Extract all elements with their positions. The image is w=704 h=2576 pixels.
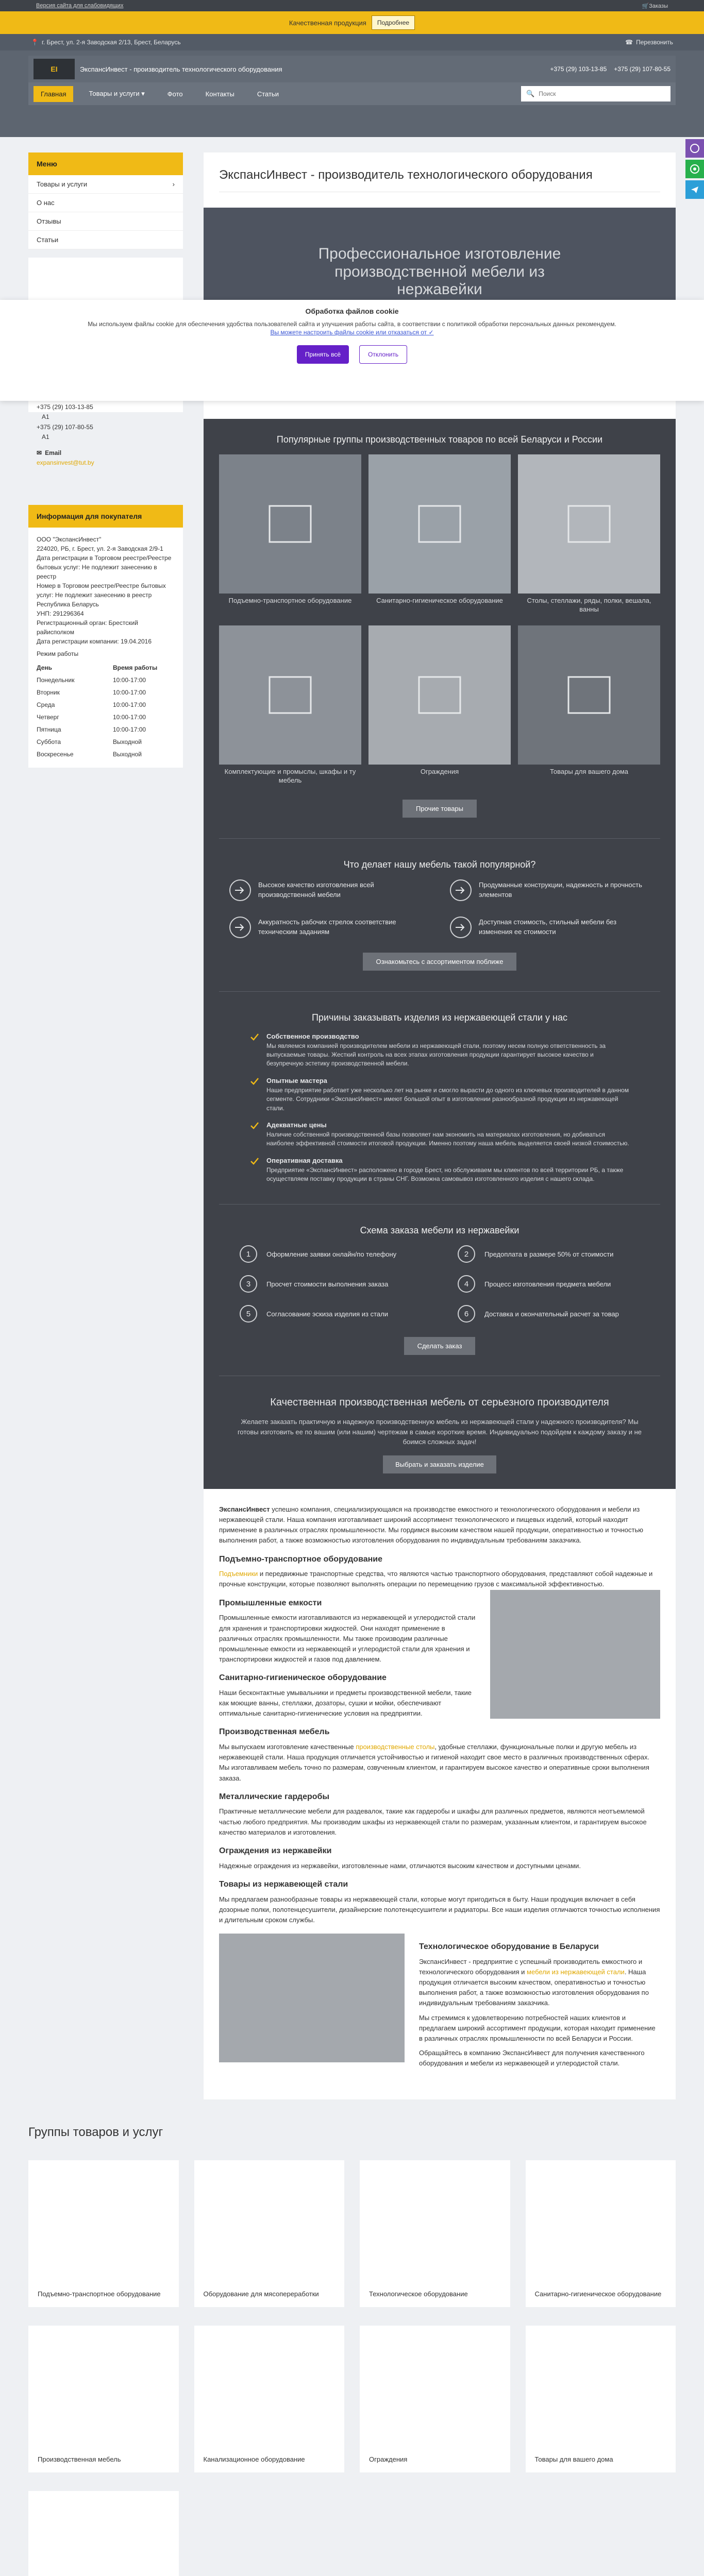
reg-date: Дата регистрации компании: 19.04.2016	[37, 638, 152, 645]
group-image	[535, 2335, 667, 2455]
check-icon	[250, 1032, 259, 1069]
topbar	[0, 0, 704, 11]
product-card[interactable]	[518, 625, 660, 785]
assortment-button[interactable]: Ознакомьтесь с ассортиментом поближе	[363, 953, 517, 971]
cookie-title: Обработка файлов cookie	[305, 307, 399, 315]
techno-text-4: Обращайтесь в компанию ЭкспансИнвест для получения качественного оборудования и мебели из нержавеющей и углеродистой стали.	[419, 2048, 645, 2067]
product-card[interactable]	[518, 454, 660, 614]
reason-body	[266, 1121, 629, 1148]
why-title: Причины заказывать изделия из нержавеющей стали у нас	[311, 1012, 567, 1023]
home-goods-text: Мы предлагаем разнообразные товары из нержавеющей стали, которые могут пригодиться в быту. Наши продукция включает в себя дозорные полки, полотенцесушители, дизайнерские полотенцесушители и радиаторы. Все наши изделия отличаются точностью исполнения и длительным сроком службы.	[219, 1895, 660, 1924]
step-number: 1	[240, 1245, 257, 1263]
feature-item	[450, 879, 650, 901]
feature-text: Высокое качество изготовления всей производственной мебели	[258, 881, 374, 899]
pin-icon: 📍	[31, 39, 39, 46]
hours-time: 10:00-17:00	[113, 676, 146, 684]
cta-title: Качественная производственная мебель от серьезного производителя	[270, 1397, 609, 1409]
step-text: Согласование эскиза изделия из стали	[266, 1310, 388, 1318]
group-name: Санитарно-гигиеническое оборудование	[534, 2290, 662, 2298]
sidebar-menu-title: Меню	[28, 152, 183, 175]
hours-row	[37, 748, 175, 760]
group-name: Канализационное оборудование	[203, 2455, 305, 2464]
product-caption: Санитарно-гигиеническое оборудование	[376, 597, 503, 604]
reason-title: Опытные мастера	[266, 1076, 327, 1084]
step-number: 2	[458, 1245, 475, 1263]
step-text: Оформление заявки онлайн/по телефону	[266, 1250, 397, 1258]
group-card[interactable]	[28, 2491, 179, 2576]
page-title: ЭкспансИнвест - производитель технологического оборудования	[219, 168, 660, 192]
search-icon[interactable]: 🔍	[526, 90, 535, 97]
product-caption: Комплектующие и промыслы, шкафы и ту мебель	[224, 767, 356, 784]
group-image	[535, 2170, 667, 2290]
header-address: 📍 г. Брест, ул. 2-я Заводская 2/13, Брест, Беларусь	[31, 39, 181, 46]
hours-row	[37, 723, 175, 736]
promo-text: Качественная продукция	[289, 19, 366, 27]
sanit-heading: Санитарно-гигиеническое оборудование	[219, 1673, 387, 1683]
search-box	[521, 86, 671, 101]
tanks-heading: Промышленные емкости	[219, 1598, 322, 1607]
sidebar-item-reviews[interactable]: Отзывы	[28, 212, 183, 231]
main-nav	[28, 82, 676, 105]
group-image	[204, 2335, 336, 2455]
check-icon	[250, 1157, 259, 1184]
lift-heading: Подъемно-транспортное оборудование	[219, 1554, 382, 1564]
cookie-decline-button[interactable]: Отклонить	[359, 345, 407, 364]
hours-day: Суббота	[37, 738, 61, 745]
group-card[interactable]	[526, 2326, 676, 2472]
techno-text-2: . Наша продукция отличается высоким качеством, оперативностью и точностью выполнения работ, а также возможностью изготовления оборудования по индивидуальным требованиям заказчика.	[419, 1968, 649, 2007]
logo[interactable]: EI	[33, 59, 75, 79]
wardrobes-heading: Металлические гардеробы	[219, 1792, 330, 1801]
hours-time: 10:00-17:00	[113, 701, 146, 708]
group-image	[38, 2335, 170, 2455]
groups-grid	[28, 2160, 676, 2576]
hours-col-day: День	[37, 664, 52, 671]
product-image	[219, 454, 361, 594]
group-card[interactable]	[194, 2326, 345, 2472]
product-image	[368, 454, 511, 594]
order-step	[458, 1275, 640, 1293]
group-card[interactable]	[526, 2160, 676, 2307]
phone-icon: ☎	[625, 39, 633, 46]
product-caption: Товары для вашего дома	[549, 767, 629, 775]
hours-day: Понедельник	[37, 676, 75, 684]
reason-item	[250, 1157, 629, 1184]
about-lead: ЭкспансИнвест	[219, 1505, 270, 1513]
nav-goods[interactable]: Товары и услуги ▾	[89, 90, 145, 97]
furniture-text-2: , удобные стеллажи, функциональные полки и другую мебель из нержавеющей стали. Наша продукция отличается устойчивостью и гигиеной находит свое место в различных производственных сферах. Мы изготавливаем мебель точно по размерам, озвученным клиентом, и гарантируем высокое качество и оперативные сроки выполнения заказа.	[219, 1743, 650, 1782]
reason-title: Собственное производство	[266, 1032, 359, 1040]
furniture-heading: Производственная мебель	[219, 1727, 330, 1737]
divider	[219, 991, 660, 992]
sidebar-item-articles[interactable]: Статьи	[28, 231, 183, 249]
feature-item	[229, 879, 429, 901]
order-button[interactable]: Сделать заказ	[404, 1337, 476, 1355]
reason-body	[266, 1157, 629, 1184]
product-image	[518, 454, 660, 594]
mail-icon: ✉	[37, 449, 42, 456]
group-card[interactable]	[360, 2160, 510, 2307]
seo-text	[219, 1489, 660, 2084]
hours-time: Выходной	[113, 738, 142, 745]
sidebar-email[interactable]: expansinvest@tut.by	[37, 459, 94, 467]
product-card[interactable]	[219, 625, 361, 785]
group-name: Товары для вашего дома	[534, 2455, 613, 2464]
sidebar-phone-1-operator: A1	[42, 413, 49, 421]
viber-icon[interactable]	[685, 139, 704, 158]
hours-day: Среда	[37, 701, 55, 708]
chevron-down-icon: ▾	[141, 90, 145, 97]
order-step	[240, 1245, 422, 1263]
divider	[219, 838, 660, 839]
lift-text: и передвижные транспортные средства, что являются частью транспортного оборудования, представляют собой надежные и прочные конструкции, которые позволяют выполнять операции по перемещению грузов с максимальной эффективностью.	[219, 1570, 653, 1588]
telegram-icon[interactable]	[685, 180, 704, 199]
reg-number: Номер в Торговом реестре/Реестре бытовых услуг: Не подлежит занесению в реестр Республика Беларусь	[37, 582, 166, 608]
cookie-accept-button[interactable]: Принять всё	[297, 345, 349, 364]
feature-text: Аккуратность рабочих стрелок соответствие техническим заданиям	[258, 918, 396, 936]
step-text: Доставка и окончательный расчет за товар	[484, 1310, 619, 1318]
divider	[219, 1204, 660, 1205]
group-name: Технологическое оборудование	[369, 2290, 468, 2298]
group-card[interactable]	[360, 2326, 510, 2472]
product-caption: Подъемно-транспортное оборудование	[228, 597, 352, 604]
arrow-right-icon	[229, 917, 251, 938]
group-name: Оборудование для мясопереработки	[203, 2290, 319, 2298]
tables-link[interactable]: производственные столы	[356, 1743, 435, 1751]
step-text: Предоплата в размере 50% от стоимости	[484, 1250, 614, 1258]
buyer-info	[28, 528, 183, 768]
step-number: 5	[240, 1305, 257, 1323]
group-image	[38, 2170, 170, 2290]
hours-day: Четверг	[37, 714, 59, 721]
equipment-photo	[219, 1934, 405, 2062]
hours-day: Пятница	[37, 726, 61, 733]
fences-text: Надежные ограждения из нержавейки, изготовленные нами, отличаются высоким качеством и доступными ценами.	[219, 1861, 581, 1870]
groups-title: Группы товаров и услуг	[28, 2125, 163, 2140]
header-slogan: ЭкспансИнвест - производитель технологического оборудования	[80, 65, 282, 73]
arrow-right-icon	[229, 879, 251, 901]
orders-link[interactable]: 🛒Заказы	[642, 3, 668, 9]
sanit-text: Наши бесконтактные умывальники и предметы производственной мебели, такие как моющие ванны, стеллажи, дозаторы, сушки и мойки, обеспечивают оптимальные санитарно-гигиенические условия на предприятии.	[219, 1688, 472, 1718]
hours-row	[37, 699, 175, 711]
cookie-text: Мы используем файлы cookie для обеспечения удобства пользователей сайта и улучшения работы сайта, в соответствии с политикой обработки персональных данных рекомендуем.	[88, 320, 616, 328]
hours-row	[37, 686, 175, 699]
sidebar	[28, 152, 183, 776]
furniture-text-1: Мы выпускаем изготовление качественные	[219, 1743, 356, 1751]
sidebar-item-goods[interactable]: Товары и услуги ›	[28, 175, 183, 194]
product-card[interactable]	[219, 454, 361, 614]
reason-text: Наличие собственной производственной базы позволяет нам экономить на материалах изготовления, но добиваться наиболее эффективной стоимости итоговой продукции. Именно поэтому наша мебель выделяется своей низкой стоимостью.	[266, 1130, 629, 1147]
product-image	[219, 625, 361, 765]
reason-title: Оперативная доставка	[266, 1156, 343, 1164]
order-step	[240, 1275, 422, 1293]
hours-time: Выходной	[113, 751, 142, 758]
unp: УНП: 291296364	[37, 610, 84, 617]
email-heading: ✉ Email	[37, 448, 175, 458]
tanks-photo	[490, 1590, 660, 1719]
fences-heading: Ограждения из нержавейки	[219, 1846, 332, 1855]
feature-item	[450, 917, 650, 938]
reason-text: Наше предприятие работает уже несколько лет на рынке и смогло вырасти до одного из ключевых производителей в данном сегменте. Сотрудники «ЭкспансИнвест» имеют большой опыт в изготовлении разнообразной продукции из нержавеющей стали.	[266, 1086, 629, 1112]
promo-bar	[0, 11, 704, 34]
hours-day: Вторник	[37, 689, 60, 696]
promo-button[interactable]: Подробнее	[372, 15, 415, 30]
group-card[interactable]	[194, 2160, 345, 2307]
tanks-text: Промышленные емкости изготавливаются из нержавеющей и углеродистой стали для хранения и транспортировки жидкостей. Они находят применение в различных отраслях промышленности. Мы также производим различные промышленные емкости из нержавеющей и углеродистой стали для хранения и транспортировки жидкостей и газов под давлением.	[219, 1614, 476, 1663]
wardrobes-text: Практичные металлические мебели для раздевалок, такие как гардеробы и шкафы для различных предметов, являются неотъемлемой частью любого предприятия. Мы производим шкафы из нержавеющей стали по размерам, указанным клиентом, и гарантируем высокое качество материалов и изготовления.	[219, 1807, 647, 1836]
company-name: ООО "ЭкспансИнвест"	[37, 536, 102, 543]
group-card[interactable]	[28, 2160, 179, 2307]
techno-heading: Технологическое оборудование в Беларуси	[419, 1942, 599, 1952]
features-grid	[219, 879, 660, 938]
home-goods-heading: Товары из нержавеющей стали	[219, 1879, 348, 1889]
hours-row	[37, 711, 175, 723]
hours-time: 10:00-17:00	[113, 689, 146, 696]
hours-row	[37, 736, 175, 748]
step-text: Просчет стоимости выполнения заказа	[266, 1280, 389, 1288]
product-card[interactable]	[368, 454, 511, 614]
group-name: Производственная мебель	[38, 2455, 121, 2464]
furniture-link[interactable]: мебели из нержавеющей стали	[527, 1968, 625, 1976]
dark-section	[204, 419, 676, 1489]
cart-icon: 🛒	[642, 3, 649, 9]
accessibility-link[interactable]: Версия сайта для слабовидящих	[36, 3, 124, 9]
order-step	[240, 1305, 422, 1323]
feature-text: Доступная стоимость, стильный мебели без изменения ее стоимости	[479, 918, 617, 936]
buyer-info-title: Информация для покупателя	[28, 505, 183, 528]
hours-heading: Режим работы	[37, 650, 79, 657]
check-icon	[250, 1077, 259, 1113]
step-text: Процесс изготовления предмета мебели	[484, 1280, 611, 1288]
lift-link[interactable]: Подъемники	[219, 1570, 258, 1578]
reason-body	[266, 1032, 629, 1069]
product-card[interactable]	[368, 625, 511, 785]
group-image	[38, 2500, 170, 2576]
product-image	[518, 625, 660, 765]
group-name: Ограждения	[369, 2455, 408, 2464]
order-step	[458, 1305, 640, 1323]
about-text: успешно компания, специализирующаяся на производстве емкостного и технологического оборудования и мебели из нержавеющей стали. Наша компания изготавливает широкий ассортимент технологического и пищевых изделий, который находит применение в различных отраслях промышленности. Мы гордимся высоким качеством нашей продукции, оперативностью и точностью выполнения работ, а также возможностью изготовления оборудования по индивидуальным требованиям заказчика.	[219, 1505, 644, 1545]
choose-order-button[interactable]: Выбрать и заказать изделие	[383, 1455, 496, 1473]
reason-text: Мы являемся компанией производителем мебели из нержавеющей стали, поэтому несем полную ответственность за выпускаемые товары. Жесткий контроль на всех этапах изготовления продукции гарантирует высокое качество и безупречную эстетику производственной мебели.	[266, 1042, 606, 1067]
group-image	[369, 2170, 501, 2290]
cta-text: Желаете заказать практичную и надежную производственную мебель из нержавеющей стали у надежного производителя? Мы готовы изготовить ее по вашим (или нашим) чертежам в самые короткие время. Индивидуально подойдем к каждому заказу и не боимся сложных задач!	[237, 1418, 642, 1446]
product-caption: Столы, стеллажи, ряды, полки, вешала, ванны	[527, 597, 651, 613]
whatsapp-icon[interactable]	[685, 160, 704, 178]
hours-day: Воскресенье	[37, 751, 74, 758]
cta-block	[219, 1397, 660, 1473]
reason-text: Предприятие «ЭкспансИнвест» расположено в городе Брест, но обслуживаем мы клиентов по всей территории РБ, а также осуществляем поставку продукции в страны СНГ. Возможна самовывоз изготовленного изделия с нашего склада.	[266, 1166, 624, 1183]
order-step	[458, 1245, 640, 1263]
nav-articles[interactable]: Статьи	[257, 90, 279, 98]
hours-row	[37, 674, 175, 686]
hours-col-time: Время работы	[113, 664, 158, 671]
step-number: 3	[240, 1275, 257, 1293]
all-goods-button[interactable]: Прочие товары	[403, 800, 477, 818]
nav-contacts[interactable]: Контакты	[205, 90, 234, 98]
search-input[interactable]	[539, 90, 665, 97]
arrow-right-icon	[450, 879, 472, 901]
sidebar-phone-1[interactable]: +375 (29) 103-13-85	[37, 403, 93, 411]
callback-link[interactable]: ☎ Перезвонить	[625, 39, 673, 46]
group-image	[369, 2335, 501, 2455]
main-content	[204, 152, 676, 2099]
features-title: Что делает нашу мебель такой популярной?	[343, 859, 536, 870]
techno-text-3: Мы стремимся к удовлетворению потребностей наших клиентов и предлагаем широкий ассортимент продукции, которая находит применение в различных отраслях промышленности по всей Беларуси и России.	[419, 2013, 656, 2042]
hours-time: 10:00-17:00	[113, 714, 146, 721]
social-panel	[685, 139, 704, 199]
product-grid	[219, 454, 660, 785]
product-image	[368, 625, 511, 765]
reason-body	[266, 1077, 629, 1113]
reg-org: Регистрационный орган: Брестский райисполком	[37, 619, 138, 636]
why-list	[219, 1032, 660, 1184]
group-card[interactable]	[28, 2326, 179, 2472]
step-number: 4	[458, 1275, 475, 1293]
chevron-right-icon: ›	[172, 180, 175, 188]
groups-section	[0, 2099, 704, 2576]
header-phone-2[interactable]: +375 (29) 107-80-55	[614, 65, 671, 73]
header-phone-1[interactable]: +375 (29) 103-13-85	[550, 65, 607, 73]
reason-title: Адекватные цены	[266, 1121, 327, 1129]
hours-table	[37, 674, 175, 760]
reason-item	[250, 1121, 629, 1148]
reason-item	[250, 1077, 629, 1113]
nav-home[interactable]: Главная	[33, 86, 73, 102]
cookie-settings-link[interactable]: Вы можете настроить файлы cookie или отказаться от ✓	[270, 329, 434, 336]
hero-text: Профессиональное изготовление производственной мебели из нержавейки	[318, 245, 561, 298]
nav-photo[interactable]: Фото	[167, 90, 183, 98]
feature-text: Продуманные конструкции, надежность и прочность элементов	[479, 881, 642, 899]
popular-title: Популярные группы производственных товаров по всей Беларуси и России	[276, 434, 603, 445]
reg-text: Дата регистрации в Торговом реестре/Реестре бытовых услуг: Не подлежит занесению в реестр	[37, 554, 172, 580]
steps-title: Схема заказа мебели из нержавейки	[360, 1225, 519, 1236]
cookie-banner	[0, 300, 704, 401]
check-icon	[250, 1121, 259, 1148]
steps-grid	[219, 1245, 660, 1323]
feature-item	[229, 917, 429, 938]
reason-item	[250, 1032, 629, 1069]
header	[0, 34, 704, 137]
techno-text-1: ЭкспансИнвест - предприятие с успешный производитель емкостного и технологического оборудования и	[419, 1957, 643, 1976]
arrow-right-icon	[450, 917, 472, 938]
sidebar-item-about[interactable]: О нас	[28, 194, 183, 212]
product-caption: Ограждения	[420, 767, 459, 775]
group-image	[204, 2170, 336, 2290]
step-number: 6	[458, 1305, 475, 1323]
group-name: Подъемно-транспортное оборудование	[38, 2290, 161, 2298]
sidebar-phone-2-operator: A1	[42, 433, 49, 440]
sidebar-phone-2[interactable]: +375 (29) 107-80-55	[37, 423, 93, 431]
hours-time: 10:00-17:00	[113, 726, 146, 733]
company-address: 224020, РБ, г. Брест, ул. 2-я Заводская 2/9-1	[37, 545, 163, 552]
